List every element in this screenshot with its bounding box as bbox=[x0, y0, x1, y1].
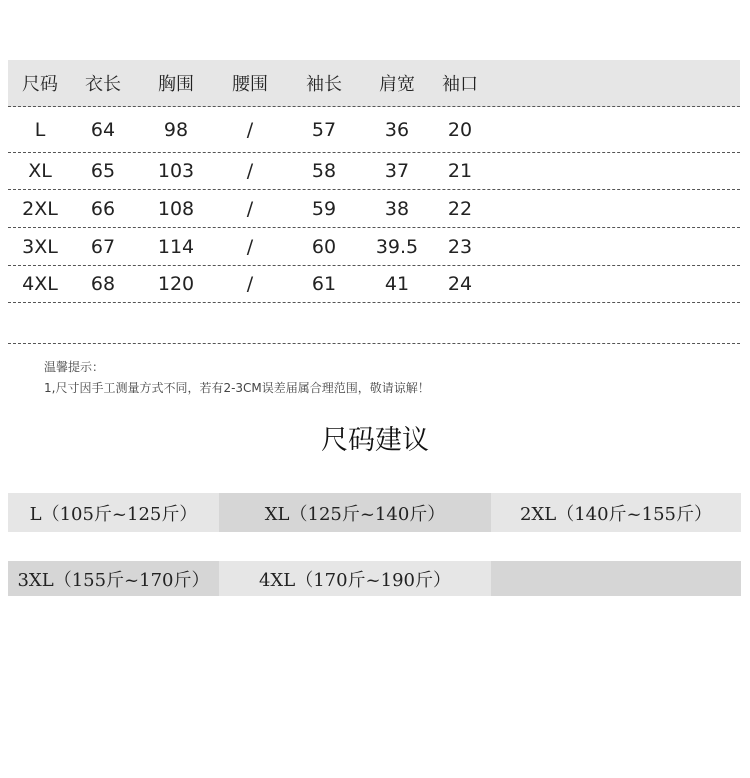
table-cell: 24 bbox=[447, 273, 473, 295]
tip-title: 温馨提示： bbox=[44, 360, 105, 374]
table-cell: 65 bbox=[90, 160, 116, 182]
table-cell: 60 bbox=[311, 235, 337, 258]
table-cell: 120 bbox=[157, 273, 195, 295]
table-cell: 108 bbox=[157, 197, 195, 220]
table-cell: L bbox=[34, 118, 46, 141]
header-cell-length: 衣长 bbox=[85, 74, 121, 95]
table-cell: 98 bbox=[163, 118, 189, 141]
table-cell: 58 bbox=[311, 160, 337, 182]
table-cell: / bbox=[246, 160, 254, 182]
table-cell: 37 bbox=[384, 160, 410, 182]
table-row bbox=[8, 190, 740, 228]
size-recommendation-title: 尺码建议 bbox=[321, 425, 429, 456]
table-cell: 20 bbox=[447, 118, 473, 141]
tip-text: 1,尺寸因手工测量方式不同，若有2-3CM误差届属合理范围，敬请谅解！ bbox=[44, 381, 430, 395]
header-cell-shoulder: 肩宽 bbox=[379, 74, 415, 95]
table-cell: 114 bbox=[157, 235, 195, 258]
table-cell: 61 bbox=[311, 273, 337, 295]
table-row bbox=[8, 266, 740, 303]
table-row bbox=[8, 228, 740, 266]
table-cell: 22 bbox=[447, 197, 473, 220]
table-cell: 59 bbox=[311, 197, 337, 220]
table-cell: / bbox=[246, 197, 254, 220]
table-cell: 41 bbox=[384, 273, 410, 295]
recommendation-cell-3xl: 3XL（155斤~170斤） bbox=[8, 561, 219, 596]
size-table bbox=[8, 60, 740, 344]
table-cell: / bbox=[246, 273, 254, 295]
table-cell: 39.5 bbox=[375, 235, 419, 258]
table-row-empty bbox=[8, 303, 740, 344]
recommendation-cell-xl: XL（125斤~140斤） bbox=[219, 493, 491, 532]
recommendation-cell-empty bbox=[491, 561, 741, 596]
table-cell: / bbox=[246, 235, 254, 258]
table-cell: 68 bbox=[90, 273, 116, 295]
table-cell: 66 bbox=[90, 197, 116, 220]
table-cell: 4XL bbox=[22, 273, 58, 295]
size-table-header bbox=[8, 60, 740, 107]
header-cell-chest: 胸围 bbox=[158, 74, 194, 95]
header-cell-sleeve: 袖长 bbox=[306, 74, 342, 95]
table-cell: XL bbox=[28, 160, 52, 182]
table-cell: 103 bbox=[157, 160, 195, 182]
table-row bbox=[8, 107, 740, 153]
recommendation-cell-l: L（105斤~125斤） bbox=[8, 493, 219, 532]
table-cell: 23 bbox=[447, 235, 473, 258]
recommendation-cell-4xl: 4XL（170斤~190斤） bbox=[219, 561, 491, 596]
table-row bbox=[8, 153, 740, 190]
header-cell-cuff: 袖口 bbox=[442, 74, 478, 95]
table-cell: 67 bbox=[90, 235, 116, 258]
table-cell: 36 bbox=[384, 118, 410, 141]
table-cell: 57 bbox=[311, 118, 337, 141]
table-cell: / bbox=[246, 118, 254, 141]
table-cell: 21 bbox=[447, 160, 473, 182]
table-cell: 64 bbox=[90, 118, 116, 141]
table-cell: 38 bbox=[384, 197, 410, 220]
header-cell-size: 尺码 bbox=[22, 74, 58, 95]
table-cell: 3XL bbox=[22, 235, 58, 258]
recommendation-cell-2xl: 2XL（140斤~155斤） bbox=[491, 493, 741, 532]
header-cell-waist: 腰围 bbox=[232, 74, 268, 95]
table-cell: 2XL bbox=[22, 197, 58, 220]
